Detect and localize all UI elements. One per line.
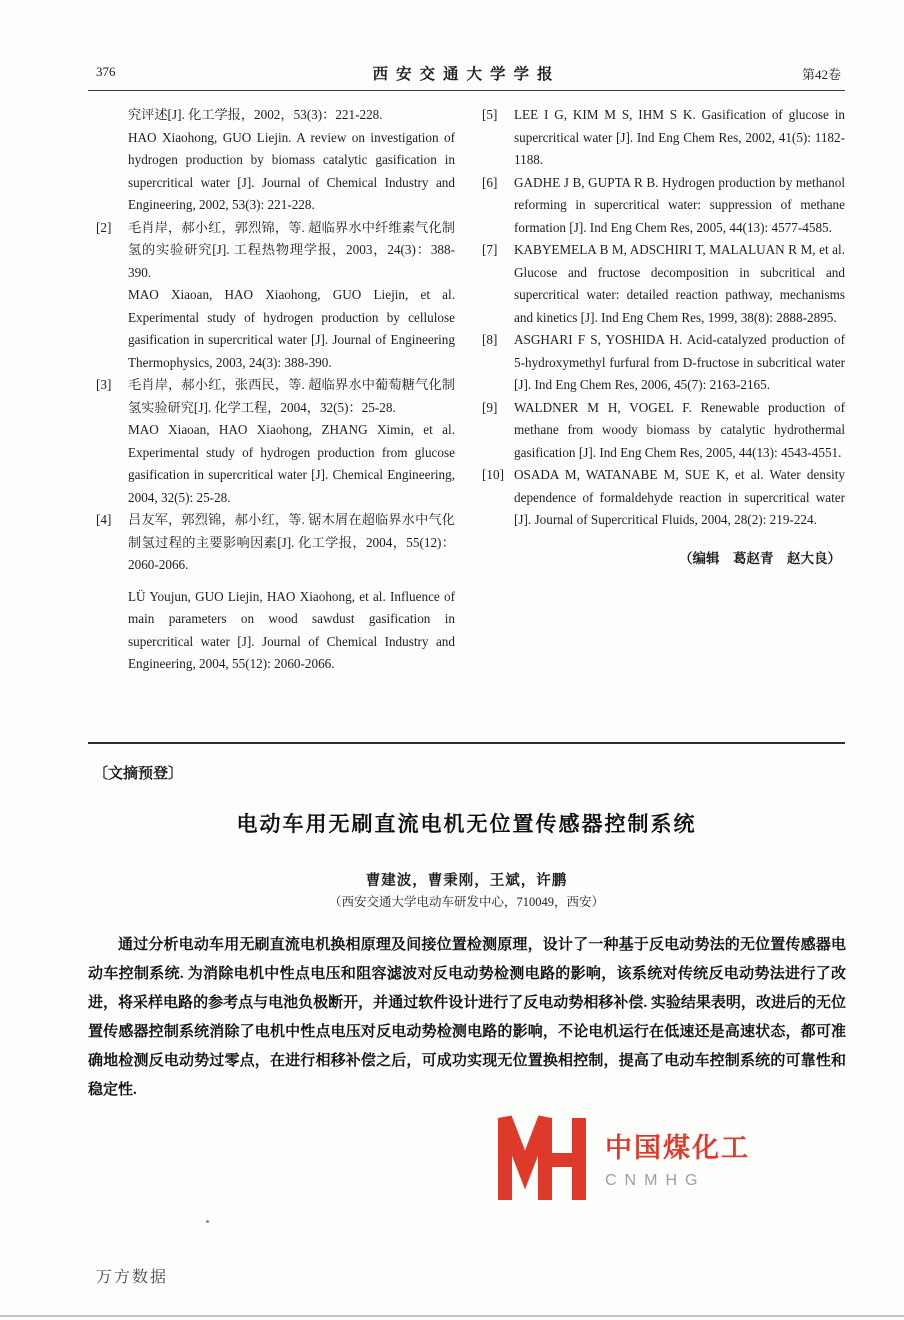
reference-text-en: MAO Xiaoan, HAO Xiaohong, GUO Liejin, et al. Experimental study of hydrogen production by cellulose gasification in supercritical water [J]. Journal of Engineering Thermophysics, 2003, 24(3): 388-390.: [128, 287, 455, 370]
reference-body: [514, 104, 845, 172]
reference-body: [514, 239, 845, 329]
volume-label: 第42卷: [801, 67, 841, 82]
reference-text-en: MAO Xiaoan, HAO Xiaohong, ZHANG Ximin, et al. Experimental study of hydrogen production from glucose gasification in supercritical water [J]. Chemical Engineering, 2004, 32(5): 25-28.: [128, 422, 455, 505]
reference-body: [128, 104, 455, 217]
cnmhg-logo-icon: [497, 1112, 593, 1202]
reference-body: [514, 464, 845, 532]
wanfang-watermark: 万方数据: [96, 1269, 169, 1286]
cnmhg-logo-chinese: 中国煤化工: [605, 1133, 750, 1163]
section-divider: [88, 742, 845, 744]
reference-item: [482, 329, 845, 397]
editor-note: （编辑 葛赵青 赵大良）: [679, 550, 841, 566]
reference-number: [5]: [482, 107, 498, 122]
affiliation-line: （西安交通大学电动车研发中心，710049，西安）: [328, 895, 604, 909]
reference-text-cn: 究评述[J]. 化工学报，2002，53(3)：221-228.: [128, 107, 383, 122]
scan-bottom-edge: [0, 1315, 904, 1317]
abstract-paragraph: 通过分析电动车用无刷直流电机换相原理及间接位置检测原理，设计了一种基于反电动势法的无位置传感器电动车控制系统. 为消除电机中性点电压和阻容滤波对反电动势检测电路的影响，该系统对传统反电动势法进行了改进，将采样电路的参考点与电池负极断开，并通过软件设计进行了反电动势相移补偿. 实验结果表明，改进后的无位置传感器控制系统消除了电机中性点电压对反电动势检测电路的影响，不论电机运行在低速还是高速状态，都可准确地检测反电动势过零点，在进行相移补偿之后，可成功实现无位置换相控制，提高了电动车控制系统的可靠性和稳定性.: [88, 937, 846, 1098]
reference-body: [128, 217, 455, 375]
preview-section-label: 〔文摘预登〕: [93, 765, 184, 782]
reference-number: [3]: [96, 377, 112, 392]
header-rule: [88, 90, 845, 91]
cnmhg-watermark: [497, 1112, 750, 1202]
reference-text-en: ASGHARI F S, YOSHIDA H. Acid-catalyzed production of 5-hydroxymethyl furfural from D-fructose in subcritical water [J]. Ind Eng Chem Res, 2006, 45(7): 2163-2165.: [514, 332, 845, 392]
journal-title: 西安交通大学学报: [372, 66, 561, 83]
page-header: [88, 62, 845, 84]
reference-item: [482, 172, 845, 240]
reference-number: [4]: [96, 512, 112, 527]
reference-number: [2]: [96, 219, 112, 235]
reference-number: [6]: [482, 174, 498, 190]
reference-text-en: OSADA M, WATANABE M, SUE K, et al. Water density dependence of formaldehyde reaction in supercritical water [J]. Journal of Supercritical Fluids, 2004, 28(2): 219-224.: [514, 467, 845, 527]
page-number: 376: [96, 64, 116, 79]
reference-number: [8]: [482, 332, 498, 347]
references-column-right: [482, 104, 845, 570]
reference-text-en: KABYEMELA B M, ADSCHIRI T, MALALUAN R M, et al. Glucose and fructose decomposition in subcritical and supercritical water: detailed reaction pathway, mechanisms and kinetics [J]. Ind Eng Chem Res, 1999, 38(8): 2888-2895.: [514, 242, 845, 325]
reference-body: [514, 172, 845, 240]
reference-body: [128, 374, 455, 509]
reference-item: [482, 464, 845, 532]
scan-speck: [206, 1220, 209, 1223]
article-title: 电动车用无刷直流电机无位置传感器控制系统: [236, 813, 697, 836]
reference-text-cn: 吕友军，郭烈锦，郝小红，等. 锯木屑在超临界水中气化制氢过程的主要影响因素[J]. 化工学报，2004，55(12)：2060-2066.: [128, 512, 455, 572]
authors-line: 曹建波，曹秉刚，王斌，许鹏: [365, 873, 568, 889]
reference-item: [96, 374, 455, 509]
reference-item: [482, 397, 845, 465]
reference-text-en: LÜ Youjun, GUO Liejin, HAO Xiaohong, et al. Influence of main parameters on wood sawdust gasification in supercritical water [J]. Journal of Chemical Industry and Engineering, 2004, 55(12): 2060-2066.: [128, 588, 455, 671]
reference-text-cn: 毛肖岸，郝小红，张西民，等. 超临界水中葡萄糖气化制氢实验研究[J]. 化学工程，2004，32(5)：25-28.: [128, 377, 455, 415]
reference-item: [482, 104, 845, 172]
reference-text-en: WALDNER M H, VOGEL F. Renewable production of methane from woody biomass by catalytic hydrothermal gasification [J]. Ind Eng Chem Res, 2005, 44(13): 4543-4551.: [514, 399, 845, 460]
reference-body: [128, 509, 455, 676]
reference-number: [7]: [482, 242, 498, 257]
reference-text-en: GADHE J B, GUPTA R B. Hydrogen production by methanol reforming in supercritical water: suppression of methane formation [J]. Ind Eng Chem Res, 2005, 44(13): 4577-4585.: [514, 174, 845, 235]
cnmhg-logo-text: [605, 1126, 750, 1190]
reference-item: [96, 509, 455, 676]
reference-body: [514, 397, 845, 465]
reference-text-en: LEE I G, KIM M S, IHM S K. Gasification of glucose in supercritical water [J]. Ind Eng Chem Res, 2002, 41(5): 1182-1188.: [514, 107, 845, 167]
reference-number: [96, 104, 128, 217]
reference-text-en: HAO Xiaohong, GUO Liejin. A review on investigation of hydrogen production by biomass catalytic gasification in supercritical water [J]. Journal of Chemical Industry and Engineering, 2002, 53(3): 221-228.: [128, 129, 455, 212]
reference-number: [9]: [482, 399, 498, 415]
reference-text-cn: 毛肖岸，郝小红，郭烈锦，等. 超临界水中纤维素气化制氢的实验研究[J]. 工程热物理学报，2003，24(3)：388-390.: [128, 219, 455, 280]
reference-body: [514, 329, 845, 397]
cnmhg-logo-latin: CNMHG: [605, 1172, 706, 1189]
reference-item: [482, 239, 845, 329]
reference-item: [96, 217, 455, 375]
reference-number: [10]: [482, 467, 504, 482]
references-column-left: [96, 104, 455, 676]
reference-item: [96, 104, 455, 217]
